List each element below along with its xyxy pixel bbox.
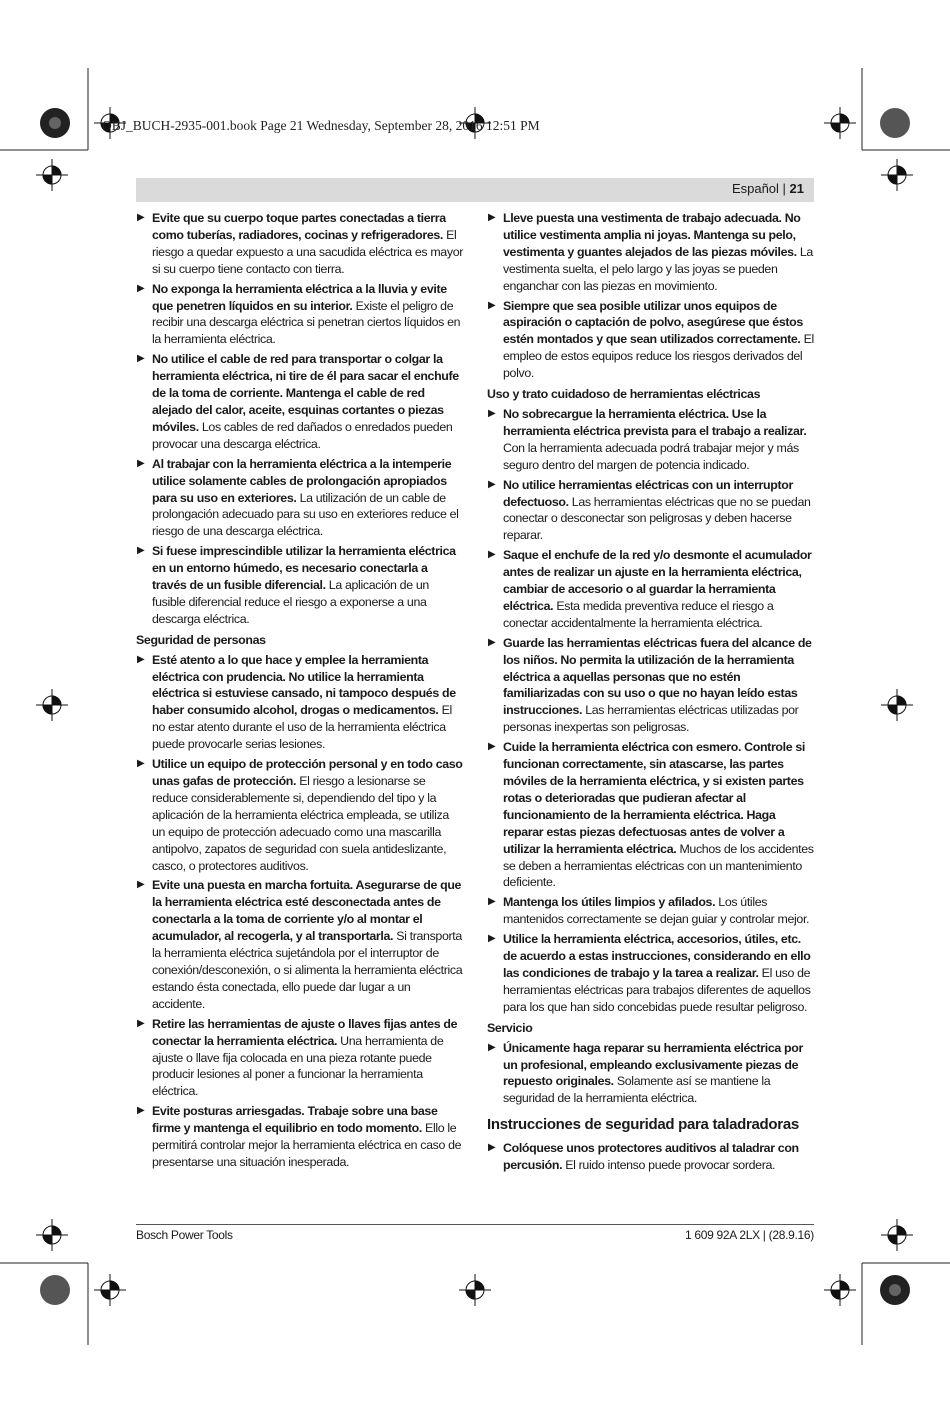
- bullet-arrow-icon: ▶: [137, 653, 145, 665]
- item-body-text: Si transporta la herramienta eléctrica sujetándola por el interruptor de conexión/desconexión, o si alimenta la herramienta eléctrica estando ésta conectada, ello puede dar lugar a un accidente.: [152, 929, 463, 1011]
- list-item: [136, 877, 464, 1012]
- list-item: [487, 210, 815, 295]
- bullet-arrow-icon: ▶: [488, 636, 496, 648]
- bullet-arrow-icon: ▶: [488, 478, 496, 490]
- bullet-arrow-icon: ▶: [137, 457, 145, 469]
- right-column: [487, 210, 815, 1177]
- item-bold-text: Utilice un equipo de protección personal y en todo caso unas gafas de protección.: [152, 757, 463, 788]
- list-item: [487, 547, 815, 632]
- item-body-text: El no estar atento durante el uso de la herramienta eléctrica puede provocarle serias lesiones.: [152, 703, 452, 752]
- item-body-text: La vestimenta suelta, el pelo largo y las joyas se pueden enganchar con las piezas en movimiento.: [503, 244, 813, 293]
- header-separator: |: [778, 181, 790, 196]
- list-group: [487, 1140, 815, 1174]
- footer-rule: [136, 1224, 814, 1225]
- list-item: [136, 1016, 464, 1101]
- bullet-arrow-icon: ▶: [488, 407, 496, 419]
- bullet-arrow-icon: ▶: [488, 299, 496, 311]
- item-body-text: Esta medida preventiva reduce el riesgo a conectar accidentalmente la herramienta eléctrica.: [503, 598, 774, 630]
- item-bold-text: Evite una puesta en marcha fortuita. Asegurarse de que la herramienta eléctrica esté desconectada antes de conectarla a la toma de corriente y/o al montar el acumulador, al recogerla, y al transportarla.: [152, 878, 462, 944]
- item-body-text: La utilización de un cable de prolongación adecuado para su uso en exteriores reduce el riesgo de una descarga eléctrica.: [152, 490, 459, 539]
- item-body-text: Muchos de los accidentes se deben a herramientas eléctricas con un mantenimiento deficiente.: [503, 841, 814, 890]
- list-group: [487, 210, 815, 382]
- list-item: [487, 894, 815, 928]
- bullet-arrow-icon: ▶: [137, 879, 145, 891]
- header-language: Español: [731, 181, 779, 196]
- bullet-arrow-icon: ▶: [137, 1105, 145, 1117]
- footer-doc-number: 1 609 92A 2LX | (28.9.16): [684, 1228, 814, 1242]
- item-body-text: Los útiles mantenidos correctamente se dejan guiar y controlar mejor.: [503, 895, 810, 927]
- item-body-text: El uso de herramientas eléctricas para trabajos diferentes de aquellos para los que han sido concebidas puede resultar peligroso.: [503, 965, 811, 1014]
- item-bold-text: Evite que su cuerpo toque partes conectadas a tierra como tuberías, radiadores, cocinas y refrigeradores.: [152, 211, 446, 242]
- section-heading-uso-trato: Uso y trato cuidadoso de herramientas eléctricas: [487, 387, 761, 402]
- item-bold-text: Utilice la herramienta eléctrica, accesorios, útiles, etc. de acuerdo a estas instrucciones, considerando en ello las condiciones de trabajo y la tarea a realizar.: [503, 932, 811, 980]
- item-bold-text: No utilice herramientas eléctricas con un interruptor defectuoso.: [503, 477, 793, 509]
- bullet-arrow-icon: ▶: [488, 1041, 496, 1053]
- bullet-arrow-icon: ▶: [488, 549, 496, 561]
- item-bold-text: No exponga la herramienta eléctrica a la lluvia y evite que penetren líquidos en su interior.: [152, 281, 447, 313]
- bullet-arrow-icon: ▶: [488, 212, 496, 223]
- list-item: [487, 739, 815, 891]
- item-body-text: Las herramientas eléctricas que no se puedan conectar o desconectar son peligrosas y deben hacerse reparar.: [503, 494, 811, 543]
- item-body-text: Existe el peligro de recibir una descarga eléctrica si penetran ciertos líquidos en la herramienta eléctrica.: [152, 298, 461, 347]
- item-body-text: Los cables de red dañados o enredados pueden provocar una descarga eléctrica.: [152, 419, 453, 451]
- item-bold-text: Cuide la herramienta eléctrica con esmero. Controle si funcionan correctamente, sin atascarse, las partes móviles de la herramienta eléctrica, y si existen partes rotas o deterioradas que pudieran afectar al funcionamiento de la herramienta eléctrica. Haga reparar estas piezas defectuosas antes de volver a utilizar la herramienta eléctrica.: [503, 740, 805, 856]
- list-group: [487, 1040, 815, 1108]
- list-group: [487, 406, 815, 1016]
- book-info-line: OBJ_BUCH-2935-001.book Page 21 Wednesday, September 28, 2016 12:51 PM: [102, 118, 540, 133]
- item-body-text: El riesgo a lesionarse se reduce considerablemente si, dependiendo del tipo y la aplicación de la herramienta eléctrica empleada, se utiliza un equipo de protección adecuado como una mascarilla antipolvo, zapatos de seguridad con suela antideslizante, casco, o protectores auditivos.: [152, 774, 449, 873]
- bullet-arrow-icon: ▶: [488, 1142, 496, 1154]
- list-item: [136, 543, 464, 628]
- item-bold-text: Colóquese unos protectores auditivos al taladrar con percusión.: [503, 1141, 799, 1173]
- item-body-text: Solamente así se mantiene la seguridad de la herramienta eléctrica.: [503, 1074, 771, 1106]
- item-bold-text: Saque el enchufe de la red y/o desmonte el acumulador antes de realizar un ajuste en la herramienta eléctrica, cambiar de accesorio o al guardar la herramienta eléctrica.: [503, 548, 812, 613]
- list-item: [136, 1103, 464, 1171]
- bullet-arrow-icon: ▶: [137, 353, 145, 365]
- list-item: [487, 406, 815, 474]
- item-bold-text: Al trabajar con la herramienta eléctrica a la intemperie utilice solamente cables de prolongación apropiados para su uso en exteriores.: [152, 456, 452, 505]
- section-heading-seguridad-personas: Seguridad de personas: [136, 632, 266, 647]
- item-bold-text: No sobrecargue la herramienta eléctrica. Use la herramienta eléctrica prevista para el trabajo a realizar.: [503, 406, 807, 438]
- item-body-text: Con la herramienta adecuada podrá trabajar mejor y más seguro dentro del margen de potencia indicado.: [503, 440, 799, 472]
- item-body-text: Ello le permitirá controlar mejor la herramienta eléctrica en caso de presentarse una situación inesperada.: [152, 1121, 462, 1169]
- bullet-arrow-icon: ▶: [488, 741, 496, 753]
- list-item: [487, 931, 815, 1016]
- item-body-text: El empleo de estos equipos reduce los riesgos derivados del polvo.: [503, 332, 814, 381]
- list-item: [487, 477, 815, 545]
- list-item: [136, 456, 464, 541]
- item-body-text: El ruido intenso puede provocar sordera.: [562, 1158, 776, 1173]
- item-body-text: Una herramienta de ajuste o llave fija colocada en una pieza rotante puede producir lesiones al poner a funcionar la herramienta eléctrica.: [152, 1033, 444, 1099]
- item-bold-text: Si fuese imprescindible utilizar la herramienta eléctrica en un entorno húmedo, es necesario conectarla a través de un fusible diferencial.: [152, 544, 456, 593]
- bullet-arrow-icon: ▶: [137, 758, 145, 770]
- item-bold-text: Siempre que sea posible utilizar unos equipos de aspiración o captación de polvo, asegúrese que éstos estén montados y que sean utilizados correctamente.: [503, 298, 803, 347]
- item-bold-text: Retire las herramientas de ajuste o llaves fijas antes de conectar la herramienta eléctrica.: [152, 1016, 458, 1048]
- list-group: [136, 210, 464, 628]
- list-item: [136, 210, 464, 278]
- page-header-bar: [136, 178, 814, 202]
- bullet-arrow-icon: ▶: [137, 282, 145, 294]
- item-bold-text: Lleve puesta una vestimenta de trabajo adecuada. No utilice vestimenta amplia ni joyas. Mantenga su pelo, vestimenta y guantes alejados de las piezas móviles.: [503, 211, 801, 259]
- item-bold-text: Evite posturas arriesgadas. Trabaje sobre una base firme y mantenga el equilibrio en todo momento.: [152, 1104, 438, 1136]
- list-item: [487, 635, 815, 736]
- list-item: [487, 1140, 815, 1174]
- bullet-arrow-icon: ▶: [488, 896, 496, 908]
- page-header: [732, 181, 804, 196]
- list-group: [136, 652, 464, 1171]
- bullet-arrow-icon: ▶: [137, 545, 145, 557]
- item-body-text: El riesgo a quedar expuesto a una sacudida eléctrica es mayor si su cuerpo tiene contacto con tierra.: [152, 227, 464, 276]
- item-bold-text: No utilice el cable de red para transportar o colgar la herramienta eléctrica, ni tire de él para sacar el enchufe de la toma de corriente. Mantenga el cable de red alejado del calor, aceite, esquinas cortantes o piezas móviles.: [152, 352, 459, 434]
- list-item: [136, 351, 464, 452]
- heading-taladradoras: Instrucciones de seguridad para taladradoras: [487, 1116, 799, 1134]
- list-item: [136, 281, 464, 349]
- bullet-arrow-icon: ▶: [137, 212, 145, 223]
- list-item: [487, 1040, 815, 1108]
- item-bold-text: Guarde las herramientas eléctricas fuera del alcance de los niños. No permita la utilización de la herramienta eléctrica a aquellas personas que no estén familiarizadas con su uso o que no hayan leído estas instrucciones.: [503, 635, 812, 718]
- item-bold-text: Únicamente haga reparar su herramienta eléctrica por un profesional, empleando exclusivamente piezas de repuesto originales.: [503, 1040, 803, 1089]
- list-item: [136, 756, 464, 874]
- section-heading-servicio: Servicio: [487, 1020, 533, 1035]
- page-number: 21: [789, 181, 804, 196]
- list-item: [487, 298, 815, 383]
- item-bold-text: Mantenga los útiles limpios y afilados.: [503, 895, 716, 910]
- footer-brand: Bosch Power Tools: [136, 1228, 233, 1242]
- item-bold-text: Esté atento a lo que hace y emplee la herramienta eléctrica con prudencia. No utilice la herramienta eléctrica si estuviese cansado, ni tampoco después de haber consumido alcohol, drogas o medicamentos.: [152, 652, 456, 718]
- bullet-arrow-icon: ▶: [488, 933, 496, 945]
- bullet-arrow-icon: ▶: [137, 1017, 145, 1029]
- item-body-text: La aplicación de un fusible diferencial reduce el riesgo a exponerse a una descarga eléctrica.: [152, 578, 429, 626]
- item-body-text: Las herramientas eléctricas utilizadas por personas inexpertas son peligrosas.: [503, 703, 799, 735]
- left-column: [136, 210, 464, 1174]
- list-item: [136, 652, 464, 753]
